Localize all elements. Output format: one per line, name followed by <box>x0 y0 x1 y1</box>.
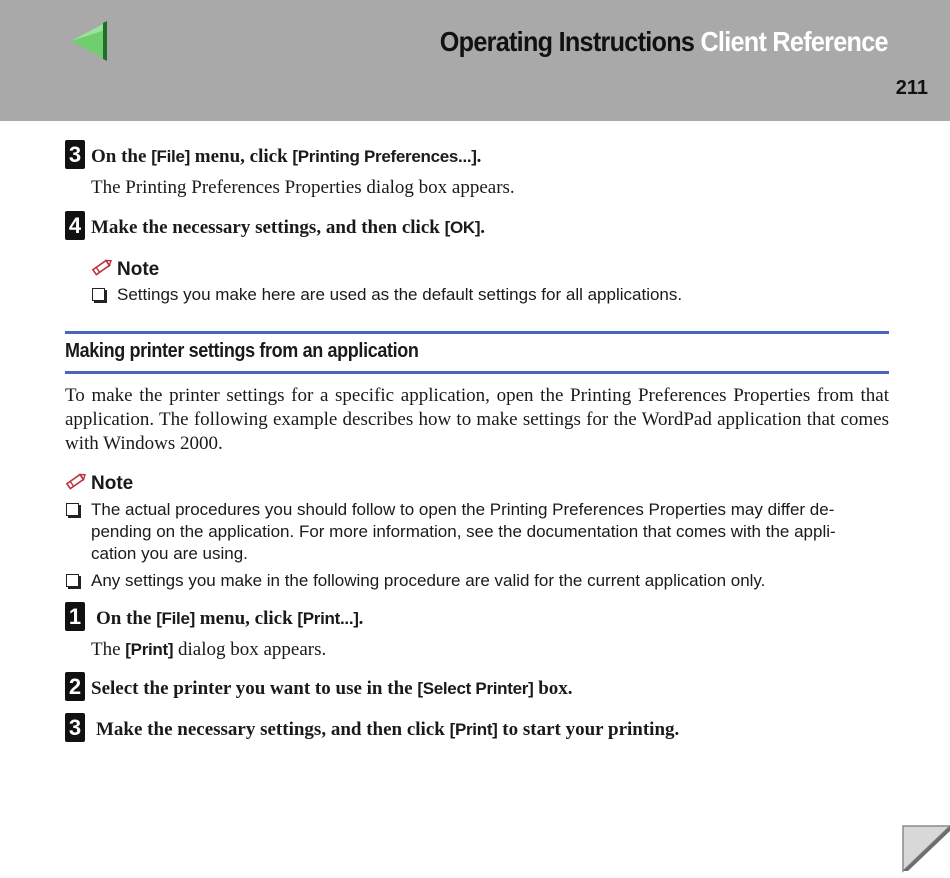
step-description: The [Print] dialog box appears. <box>91 639 327 660</box>
step-instruction: On the [File] menu, click [Print...]. <box>96 608 364 629</box>
field-key-select-printer: [Select Printer] <box>417 679 534 698</box>
checkbox-bullet-icon <box>66 574 79 587</box>
pencil-icon <box>90 256 114 278</box>
document-title <box>440 26 888 58</box>
step-instruction: Select the printer you want to use in the [Select Printer] box. <box>91 678 573 699</box>
section-rule-top <box>65 331 889 334</box>
step-instruction: Make the necessary settings, and then click [Print] to start your printing. <box>96 719 680 740</box>
checkbox-bullet-icon <box>66 503 79 516</box>
title-sub: Client Reference <box>700 26 888 57</box>
step-description: The Printing Preferences Properties dialog box appears. <box>91 177 515 198</box>
title-main: Operating Instructions <box>439 26 695 57</box>
note-heading: Note <box>91 473 133 495</box>
section-rule-bottom <box>65 371 889 374</box>
menu-key-file: [File] <box>151 147 190 166</box>
section-paragraph: To make the printer settings for a specific application, open the Printing Preferences Properties from that application. The following example describes how to make settings for the WordPad application that comes with Windows 2000. <box>65 385 889 454</box>
page-number: 211 <box>895 77 928 99</box>
page-curl-icon[interactable] <box>895 823 950 873</box>
step-instruction: On the [File] menu, click [Printing Preferences...]. <box>91 146 482 167</box>
step-badge: 3 <box>65 713 85 742</box>
note-item: The actual procedures you should follow to open the Printing Preferences Properties may differ de- pending on the application. For more information, see the documentation that comes with the appli- cation you are using. <box>91 499 889 565</box>
section-title: Making printer settings from an application <box>65 340 419 362</box>
step-badge: 3 <box>65 140 85 169</box>
checkbox-bullet-icon <box>92 288 105 301</box>
pencil-icon <box>64 470 88 492</box>
step-badge: 4 <box>65 211 85 240</box>
button-key-print: [Print] <box>449 720 498 739</box>
note-item: Any settings you make in the following procedure are valid for the current application only. <box>91 570 765 592</box>
button-key-ok: [OK] <box>444 218 481 237</box>
step-badge: 1 <box>65 602 85 631</box>
note-heading: Note <box>117 259 159 281</box>
left-triangle-icon[interactable] <box>68 20 108 62</box>
menu-key-printing-preferences: [Printing Preferences...] <box>292 147 477 166</box>
step-instruction: Make the necessary settings, and then click [OK]. <box>91 217 485 238</box>
dialog-key-print: [Print] <box>125 640 174 659</box>
menu-key-print: [Print...] <box>297 609 359 628</box>
menu-key-file: [File] <box>156 609 195 628</box>
page-header <box>0 0 950 121</box>
note-item: Settings you make here are used as the default settings for all applications. <box>117 284 682 306</box>
step-badge: 2 <box>65 672 85 701</box>
